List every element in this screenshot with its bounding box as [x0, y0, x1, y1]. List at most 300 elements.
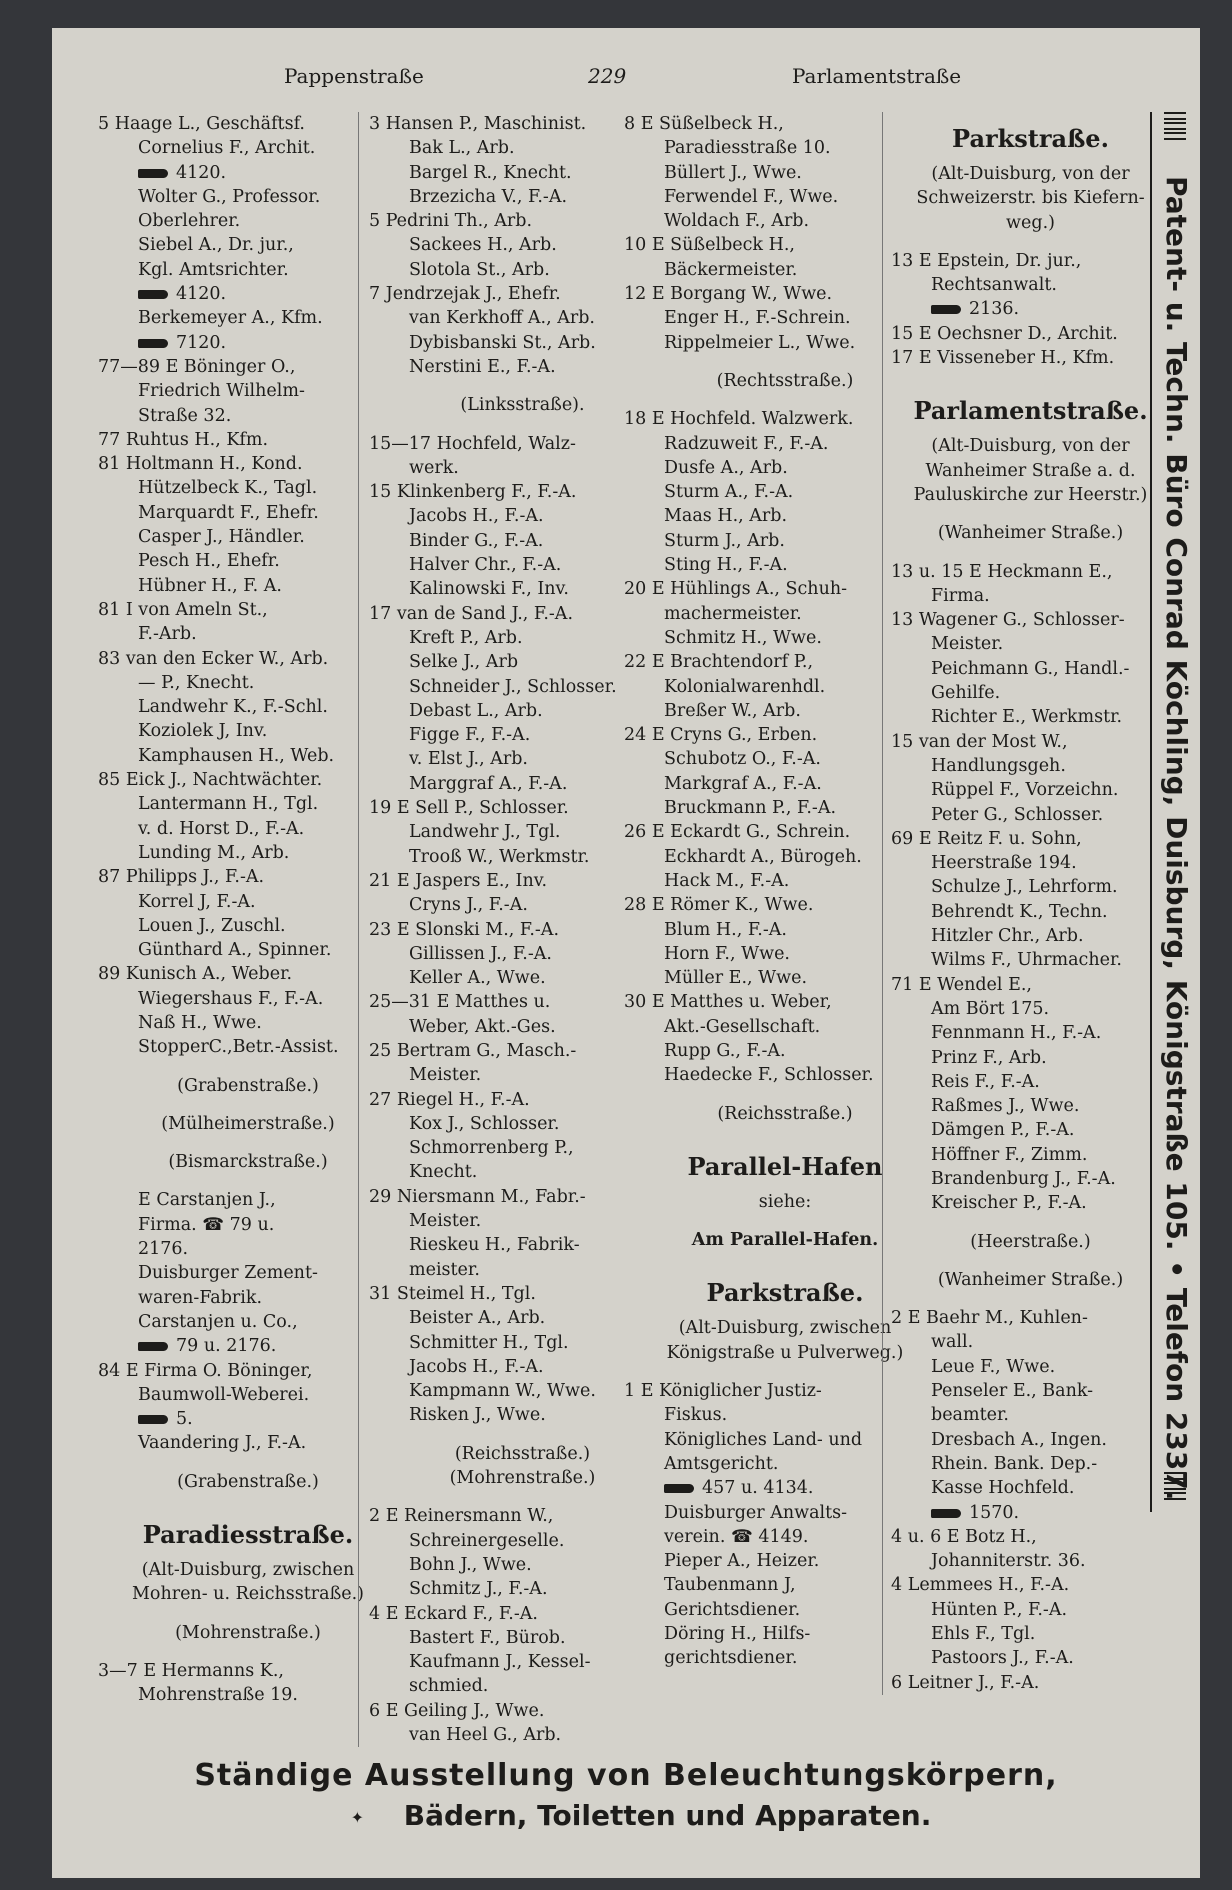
- entry-text: Beister A., Arb.: [409, 1308, 546, 1329]
- street-note: [98, 1150, 398, 1174]
- entry-text: Lunding M., Arb.: [138, 842, 290, 863]
- entry-text: Radzuweit F., F.-A.: [664, 433, 829, 454]
- entry-text: 24 E Cryns G., Erben.: [624, 725, 818, 746]
- entry-text: 2176.: [138, 1239, 189, 1260]
- entry-text: Meister.: [931, 634, 1004, 655]
- street-note: [891, 162, 1170, 186]
- entry-text: van Kerkhoff A., Arb.: [409, 308, 595, 329]
- entry-text: 20 E Hühlings A., Schuh-: [624, 579, 848, 600]
- directory-entry: [891, 1501, 1170, 1525]
- entry-text: Pauluskirche zur Heerstr.): [913, 484, 1148, 505]
- entry-text: Amtsgericht.: [664, 1453, 779, 1474]
- entry-text: v. Elst J., Arb.: [409, 749, 528, 770]
- entry-text: (Mülheimerstraße.): [161, 1113, 335, 1134]
- advertisement-sidebar: [1150, 112, 1200, 1512]
- entry-text: van Heel G., Arb.: [409, 1725, 562, 1745]
- entry-text: 17 van de Sand J., F.-A.: [369, 603, 574, 624]
- spacer: [98, 1607, 398, 1621]
- telephone-icon: [138, 339, 168, 348]
- entry-text: (Mohrenstraße.): [175, 1622, 321, 1643]
- header-street-end: Parlamentstraße: [792, 64, 962, 88]
- street-note: [891, 186, 1170, 210]
- directory-entry: [891, 900, 1170, 924]
- entry-text: Heerstraße 194.: [931, 853, 1077, 874]
- directory-entry: [98, 161, 398, 185]
- entry-text: (Rechtsstraße.): [716, 370, 854, 391]
- entry-text: Binder G., F.-A.: [409, 530, 544, 551]
- footer-line-2-text: Bädern, Toiletten und Apparaten.: [403, 1799, 932, 1832]
- entry-text: Höffner F., Zimm.: [931, 1144, 1088, 1165]
- header-street-start: Pappenstraße: [284, 64, 424, 88]
- entry-text: Hack M., F.-A.: [664, 870, 790, 891]
- directory-entry: [98, 792, 398, 816]
- directory-entry: [891, 608, 1170, 632]
- entry-text: Enger H., F.-Schrein.: [664, 308, 851, 329]
- directory-entry: [98, 1237, 398, 1261]
- entry-text: Büllert J., Wwe.: [664, 162, 802, 183]
- entry-text: Leue F., Wwe.: [931, 1356, 1056, 1377]
- entry-text: Carstanjen u. Co.,: [138, 1311, 298, 1332]
- entry-text: Sting H., F.-A.: [664, 555, 788, 576]
- entry-text: Oberlehrer.: [138, 211, 241, 232]
- entry-text: Slotola St., Arb.: [409, 259, 550, 280]
- entry-text: Debast L., Arb.: [409, 700, 543, 721]
- entry-text: 13 Wagener G., Schlosser-: [891, 610, 1125, 631]
- entry-text: Dresbach A., Ingen.: [931, 1429, 1107, 1450]
- directory-entry: [891, 1573, 1170, 1597]
- entry-text: Firma. ☎ 79 u.: [138, 1214, 275, 1235]
- entry-text: beamter.: [931, 1405, 1009, 1426]
- spacer: [891, 546, 1170, 560]
- directory-page: [52, 28, 1200, 1878]
- directory-entry: [98, 282, 398, 306]
- directory-entry: [891, 632, 1170, 656]
- entry-text: Handlungsgeh.: [931, 755, 1066, 776]
- page-number: 229: [588, 64, 627, 88]
- directory-entry: [891, 657, 1170, 681]
- directory-entry: [891, 924, 1170, 948]
- entry-text: Wanheimer Straße a. d.: [925, 460, 1136, 481]
- directory-entry: [891, 1143, 1170, 1167]
- entry-text: Knecht.: [409, 1162, 478, 1183]
- entry-text: 4 u. 6 E Botz H.,: [891, 1526, 1037, 1547]
- directory-entry: [98, 355, 398, 379]
- directory-entry: [891, 1330, 1170, 1354]
- entry-text: Trooß W., Werkmstr.: [409, 846, 590, 867]
- entry-text: 25 Bertram G., Masch.-: [369, 1040, 577, 1061]
- entry-text: Gerichtsdiener.: [664, 1599, 801, 1620]
- entry-text: 2136.: [969, 299, 1020, 320]
- entry-text: meister.: [409, 1259, 480, 1280]
- street-note: [98, 1621, 398, 1645]
- entry-text: (Heerstraße.): [970, 1231, 1091, 1252]
- entry-text: (Wanheimer Straße.): [937, 1269, 1124, 1290]
- directory-entry: [891, 851, 1170, 875]
- entry-text: 1570.: [969, 1502, 1020, 1523]
- spacer: [98, 1136, 398, 1150]
- street-note: [891, 434, 1170, 458]
- entry-text: Friedrich Wilhelm-: [138, 381, 305, 402]
- directory-entry: [98, 1035, 398, 1059]
- entry-text: Dämgen P., F.-A.: [931, 1120, 1075, 1141]
- entry-text: Schneider J., Schlosser.: [409, 676, 617, 697]
- directory-entry: [891, 1355, 1170, 1379]
- directory-entry: [891, 730, 1170, 754]
- entry-text: 77—89 E Böninger O.,: [98, 356, 296, 377]
- spacer: [891, 1254, 1170, 1268]
- directory-entry: [98, 1659, 398, 1683]
- street-note: [98, 1112, 398, 1136]
- directory-entry: [891, 560, 1170, 584]
- sidebar-advertisement-text: Patent- u. Techn. Büro Conrad Köchling, Duisburg, Königstraße 105. • Telefon 2337.: [1160, 176, 1193, 1501]
- entry-text: Sackees H., Arb.: [409, 235, 557, 256]
- entry-text: Rieskeu H., Fabrik-: [409, 1235, 580, 1256]
- entry-text: 69 E Reitz F. u. Sohn,: [891, 828, 1082, 849]
- entry-text: (Mohrenstraße.): [449, 1468, 596, 1489]
- entry-text: Paradiesstraße 10.: [664, 138, 831, 159]
- directory-entry: [891, 1094, 1170, 1118]
- entry-text: (Reichsstraße.): [717, 1103, 853, 1124]
- entry-text: Markgraf A., F.-A.: [664, 773, 822, 794]
- sidebar-rule: [1164, 1472, 1186, 1480]
- entry-text: Schreinergeselle.: [409, 1530, 565, 1551]
- entry-text: Ferwendel F., Wwe.: [664, 186, 839, 207]
- directory-entry: [891, 827, 1170, 851]
- directory-entry: [891, 803, 1170, 827]
- telephone-icon: [664, 1484, 694, 1493]
- entry-text: 4 E Eckard F., F.-A.: [369, 1603, 538, 1624]
- entry-text: 2 E Baehr M., Kuhlen-: [891, 1308, 1088, 1329]
- entry-text: 19 E Sell P., Schlosser.: [369, 798, 569, 819]
- directory-entry: [98, 1683, 398, 1707]
- entry-text: (Bismarckstraße.): [168, 1152, 328, 1173]
- directory-entry: [98, 744, 398, 768]
- entry-text: Blum H., F.-A.: [664, 919, 787, 940]
- entry-text: Meister.: [409, 1065, 482, 1086]
- directory-entry: [891, 1403, 1170, 1427]
- spacer: [98, 1494, 398, 1508]
- entry-text: Kamphausen H., Web.: [138, 745, 335, 766]
- directory-entry: [98, 428, 398, 452]
- directory-entry: [98, 865, 398, 889]
- directory-entry: [98, 1383, 398, 1407]
- entry-text: Louen J., Zuschl.: [138, 915, 286, 936]
- entry-text: Raßmes J., Wwe.: [931, 1096, 1080, 1117]
- directory-entry: [891, 322, 1170, 346]
- spacer: [891, 1292, 1170, 1306]
- directory-entry: [891, 1118, 1170, 1142]
- entry-text: Schmitz J., F.-A.: [409, 1579, 548, 1600]
- entry-text: Horn F., Wwe.: [664, 943, 790, 964]
- entry-text: 4 Lemmees H., F.-A.: [891, 1575, 1070, 1596]
- entry-text: Dybisbanski St., Arb.: [409, 332, 596, 353]
- entry-text: Penseler E., Bank-: [931, 1381, 1094, 1402]
- entry-text: Paradiesstraße.: [142, 1520, 354, 1550]
- directory-entry: [369, 1674, 676, 1698]
- entry-text: 5.: [176, 1409, 193, 1430]
- entry-text: (Alt-Duisburg, zwischen: [678, 1318, 892, 1339]
- entry-text: Keller A., Wwe.: [409, 968, 546, 989]
- directory-entry: [98, 306, 398, 330]
- directory-entry: [98, 525, 398, 549]
- entry-text: 6 Leitner J., F.-A.: [891, 1672, 1040, 1693]
- entry-text: Landwehr K., F.-Schl.: [138, 697, 328, 718]
- entry-text: 77 Ruhtus H., Kfm.: [98, 429, 269, 450]
- directory-entry: [891, 273, 1170, 297]
- entry-text: 84 E Firma O. Böninger,: [98, 1360, 313, 1381]
- entry-text: 89 Kunisch A., Weber.: [98, 964, 293, 985]
- directory-entry: [98, 1286, 398, 1310]
- entry-text: Döring H., Hilfs-: [664, 1624, 811, 1645]
- entry-text: F.-Arb.: [138, 624, 197, 645]
- entry-text: — P., Knecht.: [138, 672, 255, 693]
- entry-text: 3—7 E Hermanns K.,: [98, 1660, 284, 1681]
- directory-entry: [98, 647, 398, 671]
- entry-text: Marggraf A., F.-A.: [409, 773, 568, 794]
- entry-text: Vaandering J., F.-A.: [138, 1433, 307, 1454]
- directory-entry: [891, 875, 1170, 899]
- entry-text: Woldach F., Arb.: [664, 211, 810, 232]
- entry-text: Hützelbeck K., Tagl.: [138, 478, 318, 499]
- directory-entry: [98, 1011, 398, 1035]
- street-note: [98, 1074, 398, 1098]
- directory-entry: [891, 297, 1170, 321]
- entry-text: Pesch H., Ehefr.: [138, 551, 280, 572]
- directory-entry: [891, 1021, 1170, 1045]
- street-heading: [98, 1508, 398, 1558]
- entry-text: Wilms F., Uhrmacher.: [931, 950, 1122, 971]
- spacer: [98, 1060, 398, 1074]
- entry-text: 10 E Süßelbeck H.,: [624, 235, 795, 256]
- entry-text: Kasse Hochfeld.: [931, 1478, 1075, 1499]
- entry-text: Bäckermeister.: [664, 259, 798, 280]
- entry-text: (Alt-Duisburg, von der: [931, 436, 1130, 457]
- entry-text: 83 van den Ecker W., Arb.: [98, 648, 329, 669]
- entry-text: Siebel A., Dr. jur.,: [138, 235, 294, 256]
- sidebar-rule: [1164, 132, 1186, 140]
- entry-text: 27 Riegel H., F.-A.: [369, 1089, 530, 1110]
- entry-text: (Grabenstraße.): [177, 1471, 319, 1492]
- spacer: [891, 1216, 1170, 1230]
- entry-text: Am Bört 175.: [931, 998, 1050, 1019]
- entry-text: Naß H., Wwe.: [138, 1012, 262, 1033]
- telephone-icon: [138, 290, 168, 299]
- directory-entry: [891, 1046, 1170, 1070]
- entry-text: 457 u. 4134.: [702, 1478, 814, 1499]
- street-note: [891, 211, 1170, 235]
- directory-entry: [98, 136, 398, 160]
- directory-entry: [891, 754, 1170, 778]
- entry-text: (Linksstraße).: [460, 395, 585, 416]
- entry-text: machermeister.: [664, 603, 802, 624]
- directory-entry: [98, 258, 398, 282]
- entry-text: Selke J., Arb: [409, 652, 519, 673]
- star-icon: ✦: [350, 1807, 365, 1827]
- entry-text: Straße 32.: [138, 405, 232, 426]
- directory-entry: [98, 501, 398, 525]
- entry-text: Cryns J., F.-A.: [409, 895, 528, 916]
- entry-text: Sturm J., Arb.: [664, 530, 785, 551]
- entry-text: Nerstini E., F.-A.: [409, 356, 556, 377]
- entry-text: Lantermann H., Tgl.: [138, 794, 319, 815]
- street-note: [891, 483, 1170, 507]
- street-note: [891, 1230, 1170, 1254]
- footer-advertisement: [52, 1758, 1200, 1832]
- entry-text: 30 E Matthes u. Weber,: [624, 992, 832, 1013]
- entry-text: v. d. Horst D., F.-A.: [138, 818, 305, 839]
- page-header: [52, 64, 1200, 104]
- entry-text: 85 Eick J., Nachtwächter.: [98, 770, 323, 791]
- entry-text: Schmitz H., Wwe.: [664, 627, 822, 648]
- entry-text: 2 E Reinersmann W.,: [369, 1506, 554, 1527]
- directory-entry: [891, 1598, 1170, 1622]
- entry-text: Duisburger Zement-: [138, 1263, 318, 1284]
- entry-text: Rippelmeier L., Wwe.: [664, 332, 856, 353]
- directory-entry: [98, 476, 398, 500]
- entry-text: Weber, Akt.-Ges.: [409, 1016, 556, 1037]
- directory-entry: [98, 622, 398, 646]
- directory-entry: [891, 1646, 1170, 1670]
- directory-entry: [98, 987, 398, 1011]
- entry-text: 1 E Königlicher Justiz-: [624, 1381, 822, 1402]
- directory-entry: [98, 671, 398, 695]
- directory-entry: [98, 185, 398, 209]
- entry-text: 18 E Hochfeld. Walzwerk.: [624, 409, 854, 430]
- directory-entry: [98, 452, 398, 476]
- column-4: [882, 112, 1170, 1695]
- entry-text: Ehls F., Tgl.: [931, 1624, 1036, 1645]
- entry-text: Günthard A., Spinner.: [138, 940, 332, 961]
- entry-text: Eckhardt A., Bürogeh.: [664, 846, 862, 867]
- directory-entry: [98, 768, 398, 792]
- column-1: [98, 112, 398, 1708]
- entry-text: Schmitter H., Tgl.: [409, 1332, 569, 1353]
- directory-entry: [891, 1167, 1170, 1191]
- directory-entry: [891, 1070, 1170, 1094]
- directory-entry: [98, 962, 398, 986]
- entry-text: Cornelius F., Archit.: [138, 138, 316, 159]
- entry-text: Brandenburg J., F.-A.: [931, 1168, 1116, 1189]
- sidebar-rule: [1164, 112, 1186, 120]
- entry-text: Parallel-Hafen: [687, 1151, 883, 1181]
- entry-text: (Grabenstraße.): [177, 1075, 319, 1096]
- entry-text: Bastert F., Bürob.: [409, 1627, 566, 1648]
- entry-text: Mohren- u. Reichsstraße.): [131, 1584, 365, 1605]
- directory-entry: [891, 1452, 1170, 1476]
- sidebar-rule: [1164, 122, 1186, 130]
- entry-text: Hübner H., F. A.: [138, 575, 282, 596]
- entry-text: Baumwoll-Weberei.: [138, 1384, 310, 1405]
- sidebar-rule: [1164, 1492, 1186, 1500]
- entry-text: Kreft P., Arb.: [409, 627, 523, 648]
- entry-text: 87 Philipps J., F.-A.: [98, 867, 265, 888]
- entry-text: Kaufmann J., Kessel-: [409, 1652, 591, 1673]
- spacer: [891, 235, 1170, 249]
- street-note: [891, 1268, 1170, 1292]
- directory-entry: [891, 249, 1170, 273]
- directory-entry: [98, 890, 398, 914]
- spacer: [98, 1098, 398, 1112]
- directory-entry: [891, 1191, 1170, 1215]
- entry-text: Johanniterstr. 36.: [931, 1551, 1086, 1572]
- spacer: [891, 370, 1170, 384]
- entry-text: (Alt-Duisburg, zwischen: [141, 1560, 355, 1581]
- directory-entry: [98, 549, 398, 573]
- entry-text: Kreischer P., F.-A.: [931, 1193, 1087, 1214]
- directory-entry: [891, 1476, 1170, 1500]
- directory-entry: [891, 705, 1170, 729]
- entry-text: 71 E Wendel E.,: [891, 974, 1032, 995]
- entry-text: gerichtsdiener.: [664, 1648, 798, 1669]
- entry-text: 15 van der Most W.,: [891, 731, 1068, 752]
- entry-text: 15 Klinkenberg F., F.-A.: [369, 482, 577, 503]
- entry-text: 21 E Jaspers E., Inv.: [369, 870, 548, 891]
- directory-entry: [891, 1428, 1170, 1452]
- spacer: [98, 1645, 398, 1659]
- entry-text: Kampmann W., Wwe.: [409, 1381, 596, 1402]
- entry-text: Wolter G., Professor.: [138, 186, 321, 207]
- directory-entry: [98, 1213, 398, 1237]
- entry-text: schmied.: [409, 1676, 489, 1697]
- directory-entry: [98, 914, 398, 938]
- entry-text: Prinz F., Arb.: [931, 1047, 1047, 1068]
- footer-line-1: Ständige Ausstellung von Beleuchtungskörpern,: [194, 1758, 1058, 1793]
- entry-text: E Carstanjen J.,: [138, 1190, 276, 1211]
- entry-text: 13 u. 15 E Heckmann E.,: [891, 561, 1113, 582]
- directory-entry: [98, 598, 398, 622]
- entry-text: 13 E Epstein, Dr. jur.,: [891, 250, 1082, 271]
- entry-text: Am Parallel-Hafen.: [691, 1230, 879, 1251]
- entry-text: 23 E Slonski M., F.-A.: [369, 919, 560, 940]
- entry-text: Behrendt K., Techn.: [931, 901, 1108, 922]
- entry-text: 5 Pedrini Th., Arb.: [369, 211, 533, 232]
- footer-line-2: [52, 1799, 1200, 1832]
- directory-entry: [98, 112, 398, 136]
- entry-text: Berkemeyer A., Kfm.: [138, 308, 323, 329]
- entry-text: Mohrenstraße 19.: [138, 1685, 298, 1706]
- entry-text: Bargel R., Knecht.: [409, 162, 572, 183]
- entry-text: Sturm A., F.-A.: [664, 482, 794, 503]
- entry-text: Taubenmann J,: [664, 1575, 796, 1596]
- entry-text: 15—17 Hochfeld, Walz-: [369, 433, 576, 454]
- entry-text: Breßer W., Arb.: [664, 700, 801, 721]
- entry-text: 4120.: [176, 284, 227, 305]
- entry-text: Casper J., Händler.: [138, 527, 305, 548]
- directory-entry: [98, 817, 398, 841]
- entry-text: Parkstraße.: [706, 1278, 864, 1308]
- directory-entry: [891, 973, 1170, 997]
- entry-text: Bak L., Arb.: [409, 138, 515, 159]
- directory-entry: [98, 1188, 398, 1212]
- street-note: [891, 459, 1170, 483]
- entry-text: Korrel J, F.-A.: [138, 891, 256, 912]
- entry-text: Peichmann G., Handl.-: [931, 658, 1130, 679]
- entry-text: 17 E Visseneber H., Kfm.: [891, 348, 1115, 369]
- entry-text: Maas H., Arb.: [664, 506, 788, 527]
- entry-text: (Wanheimer Straße.): [937, 523, 1124, 544]
- sidebar-rule: [1164, 1482, 1186, 1490]
- entry-text: 15 E Oechsner D., Archit.: [891, 323, 1118, 344]
- entry-text: Firma.: [931, 585, 990, 606]
- entry-text: Kalinowski F., Inv.: [409, 579, 569, 600]
- directory-entry: [98, 1407, 398, 1431]
- directory-entry: [891, 1306, 1170, 1330]
- entry-text: Figge F., F.-A.: [409, 725, 531, 746]
- entry-text: Reis F., F.-A.: [931, 1071, 1040, 1092]
- entry-text: waren-Fabrik.: [138, 1287, 263, 1308]
- telephone-icon: [931, 1509, 961, 1518]
- street-heading: [891, 384, 1170, 434]
